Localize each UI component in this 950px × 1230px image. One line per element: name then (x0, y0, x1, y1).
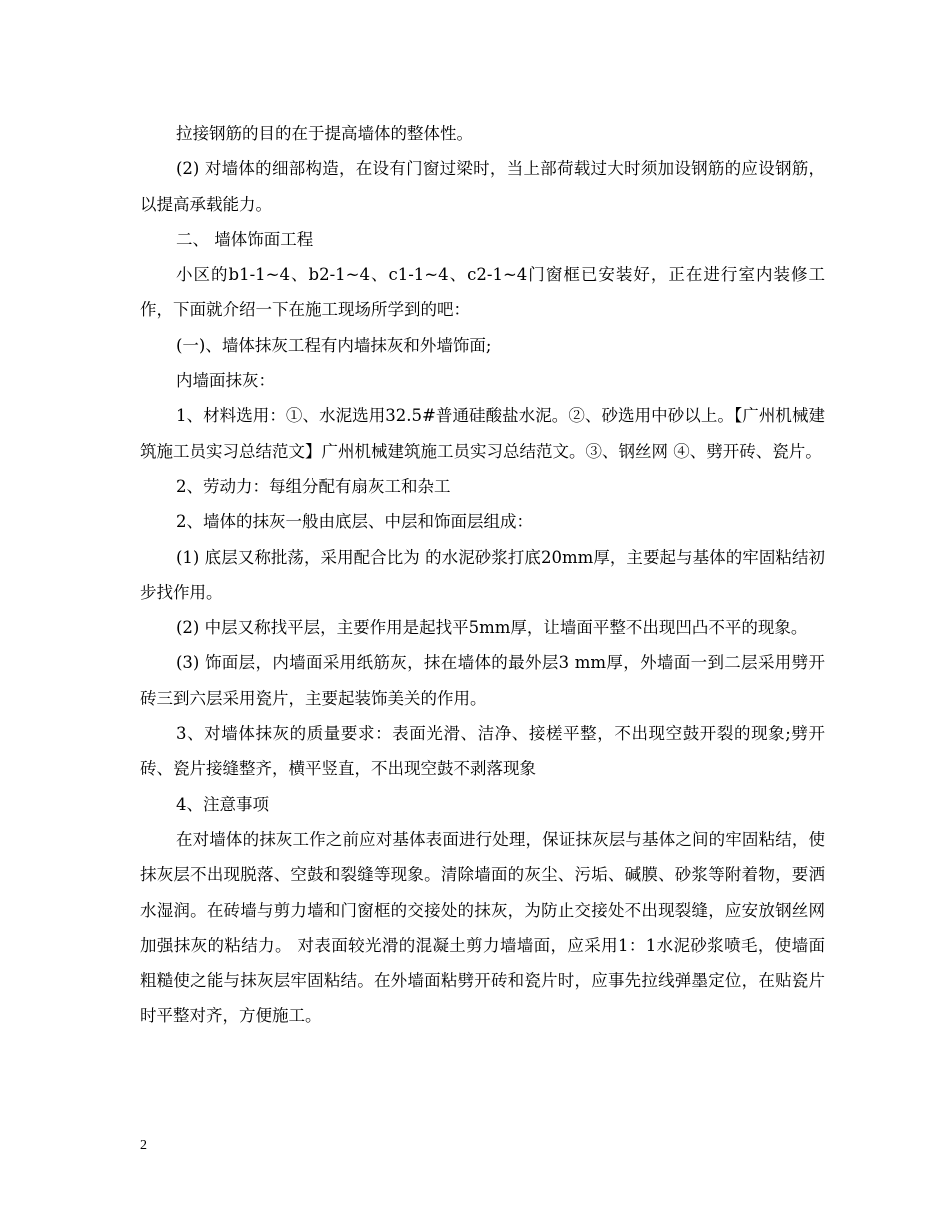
page-number: 2 (140, 1138, 147, 1153)
paragraph: 4、注意事项 (176, 794, 269, 814)
paragraph: 内墙面抹灰： (176, 371, 275, 391)
document-body (140, 116, 825, 1034)
paragraph: (3) 饰面层，内墙面采用纸筋灰，抹在墙体的最外层3 mm厚，外墙面一到二层采用劈开砖三到六层采用瓷片，主要起装饰美关的作用。 (140, 653, 825, 708)
section-heading: 二、 墙体饰面工程 (176, 229, 314, 249)
paragraph: 2、劳动力：每组分配有扇灰工和杂工 (176, 476, 451, 496)
paragraph: 小区的b1-1~4、b2-1~4、c1-1~4、c2-1~4门窗框已安装好，正在进行室内装修工作，下面就介绍一下在施工现场所学到的吧： (140, 265, 825, 320)
paragraph: 3、对墙体抹灰的质量要求：表面光滑、洁净、接槎平整，不出现空鼓开裂的现象;劈开砖、瓷片接缝整齐，横平竖直，不出现空鼓不剥落现象 (140, 724, 825, 779)
paragraph: (2) 对墙体的细部构造，在设有门窗过梁时，当上部荷载过大时须加设钢筋的应设钢筋，以提高承载能力。 (140, 159, 825, 214)
paragraph: 拉接钢筋的目的在于提高墙体的整体性。 (176, 124, 473, 143)
paragraph: 在对墙体的抹灰工作之前应对基体表面进行处理，保证抹灰层与基体之间的牢固粘结，使抹灰层不出现脱落、空鼓和裂缝等现象。清除墙面的灰尘、污垢、碱膜、砂浆等附着物，要洒水湿润。在砖墙与剪力墙和门窗框的交接处的抹灰，为防止交接处不出现裂缝，应安放钢丝网加强抹灰的粘结力。 对表面较光滑的混凝土剪力墙墙面，应采用1：1水泥砂浆喷毛，使墙面粗糙使之能与抹灰层牢固粘结。在外墙面粘劈开砖和瓷片时，应事先拉线弹墨定位，在贴瓷片时平整对齐，方便施工。 (140, 829, 825, 1026)
paragraph: (1) 底层又称批荡，采用配合比为 的水泥砂浆打底20mm厚，主要起与基体的牢固粘结初步找作用。 (140, 547, 825, 602)
subsection-heading: (一)、墙体抹灰工程有内墙抹灰和外墙饰面; (176, 335, 492, 355)
paragraph: (2) 中层又称找平层，主要作用是起找平5mm厚，让墙面平整不出现凹凸不平的现象。 (176, 618, 808, 638)
paragraph: 1、材料选用：①、水泥选用32.5#普通硅酸盐水泥。②、砂选用中砂以上。【广州机械建筑施工员实习总结范文】广州机械建筑施工员实习总结范文。③、钢丝网 ④、劈开砖、瓷片。 (140, 406, 825, 461)
paragraph: 2、墙体的抹灰一般由底层、中层和饰面层组成： (176, 512, 533, 532)
